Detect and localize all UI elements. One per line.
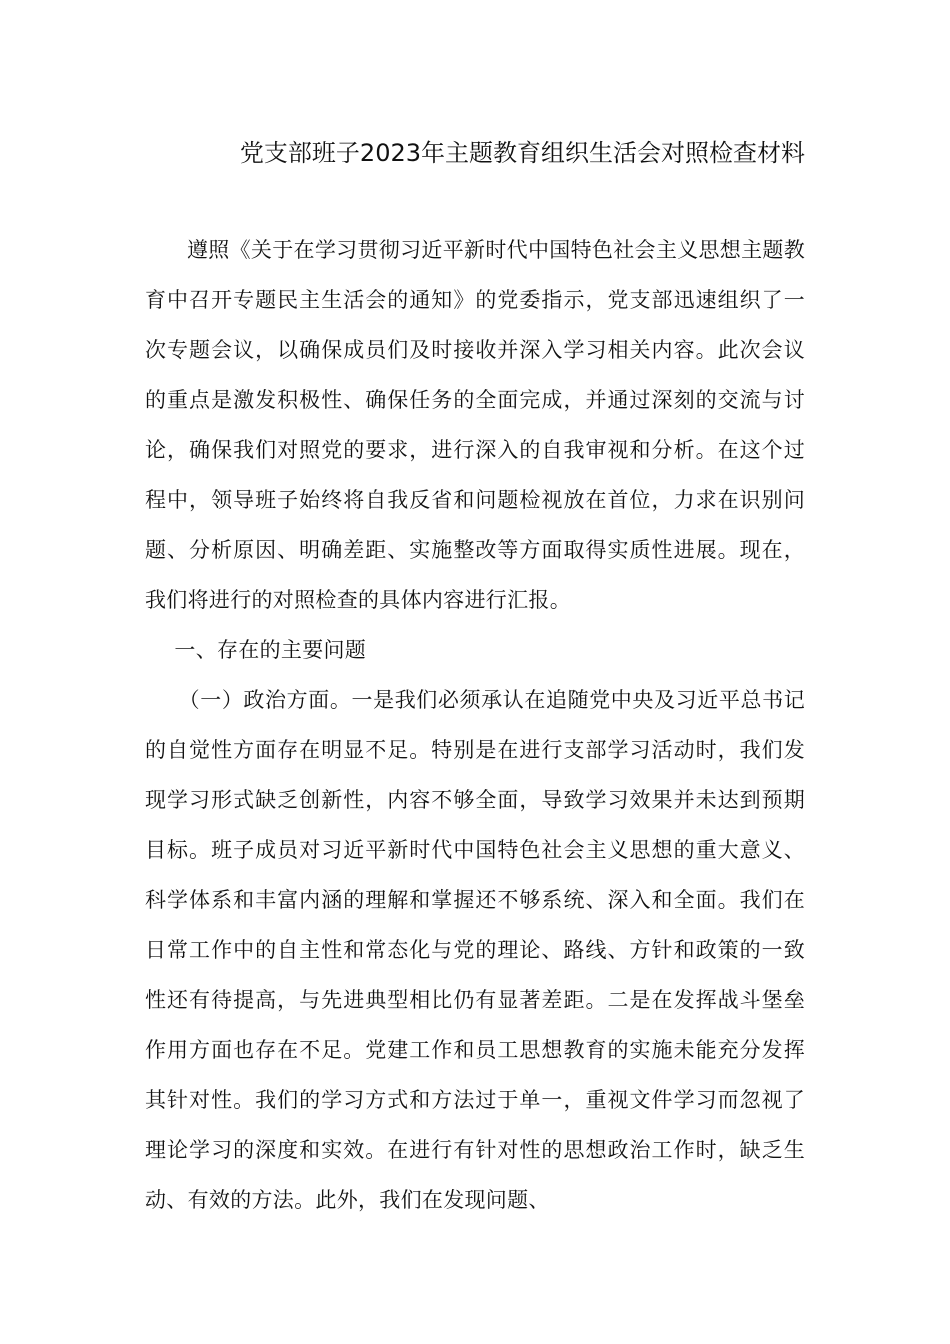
intro-paragraph: 遵照《关于在学习贯彻习近平新时代中国特色社会主义思想主题教育中召开专题民主生活会的通知》的党委指示，党支部迅速组织了一次专题会议，以确保成员们及时接收并深入学习相关内容。此次会议的重点是激发积极性、确保任务的全面完成，并通过深刻的交流与讨论，确保我们对照党的要求，进行深入的自我审视和分析。在这个过程中，领导班子始终将自我反省和问题检视放在首位，力求在识别问题、分析原因、明确差距、实施整改等方面取得实质性进展。现在，我们将进行的对照检查的具体内容进行汇报。 [145, 238, 805, 612]
document-body [145, 225, 805, 1225]
document-title: 党支部班子2023年主题教育组织生活会对照检查材料 [239, 139, 805, 167]
political-aspect-paragraph: （一）政治方面。一是我们必须承认在追随党中央及习近平总书记的自觉性方面存在明显不足。特别是在进行支部学习活动时，我们发现学习形式缺乏创新性，内容不够全面，导致学习效果并未达到预期目标。班子成员对习近平新时代中国特色社会主义思想的重大意义、科学体系和丰富内涵的理解和掌握还不够系统、深入和全面。我们在日常工作中的自主性和常态化与党的理论、路线、方针和政策的一致性还有待提高，与先进典型相比仍有显著差距。二是在发挥战斗堡垒作用方面也存在不足。党建工作和员工思想教育的实施未能充分发挥其针对性。我们的学习方式和方法过于单一，重视文件学习而忽视了理论学习的深度和实效。在进行有针对性的思想政治工作时，缺乏生动、有效的方法。此外，我们在发现问题、 [145, 688, 805, 1212]
section-heading-main-problems: 一、存在的主要问题 [174, 638, 367, 662]
